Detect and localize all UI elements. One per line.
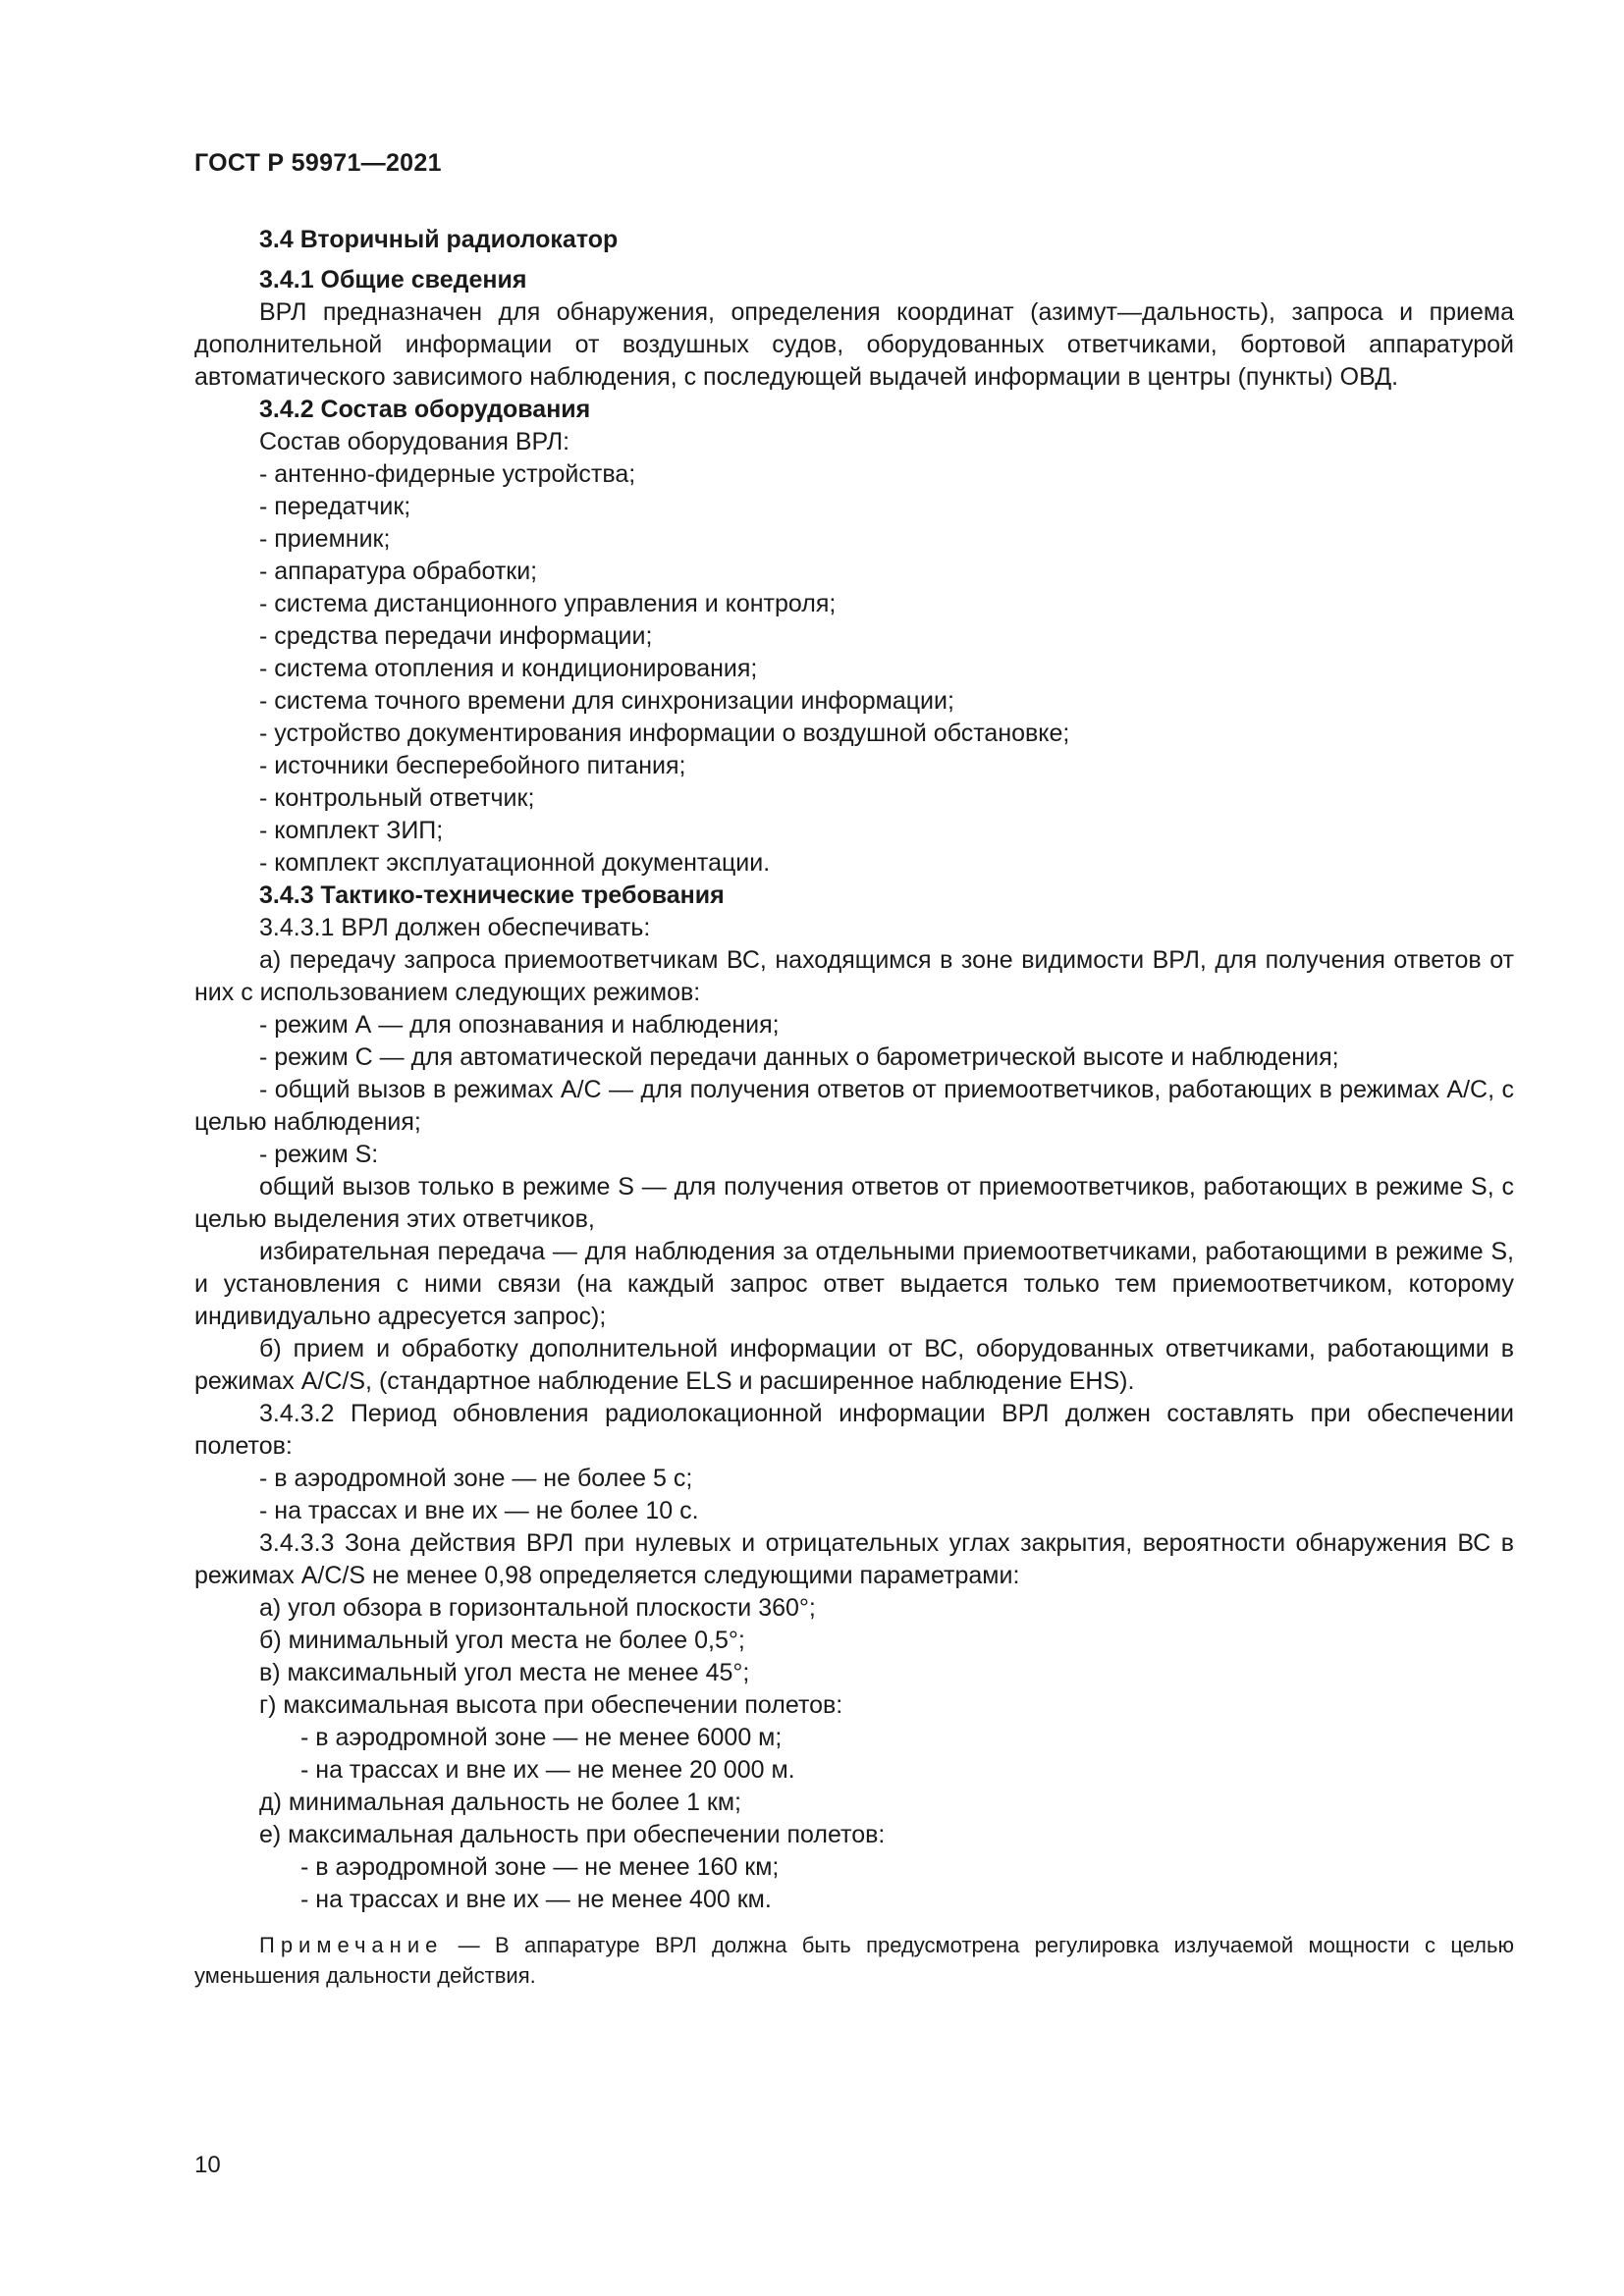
section-3-4-1-title: 3.4.1 Общие сведения (259, 266, 527, 294)
coverage-subitem: - на трассах и вне их — не менее 400 км. (300, 1886, 772, 1913)
clause-3-4-3-2: 3.4.3.2 Период обновления радиолокационной информации ВРЛ должен составлять при обеспечении полетов: (194, 1400, 1514, 1460)
equipment-item: - контрольный ответчик; (259, 784, 535, 812)
mode-ac-item: - общий вызов в режимах А/С — для получения ответов от приемоответчиков, работающих в режимах А/С, с целью наблюдения; (194, 1076, 1514, 1136)
mode-s-item: - режим S: (259, 1141, 379, 1168)
equipment-item: - передатчик; (259, 493, 411, 520)
equipment-item: - источники бесперебойного питания; (259, 752, 686, 779)
clause-3-4-3-1-b: б) прием и обработку дополнительной информации от ВС, оборудованных ответчиками, работающими в режимах А/С/S, (стандартное наблюдение ELS и расширенное наблюдение EHS). (194, 1335, 1514, 1395)
section-3-4-1-text: ВРЛ предназначен для обнаружения, определения координат (азимут—дальность), запроса и приема дополнительной информации от воздушных судов, оборудованных ответчиками, бортовой аппаратурой автоматического зависимого наблюдения, с последующей выдачей информации в центры (пункты) ОВД. (194, 298, 1514, 391)
equipment-item: - система точного времени для синхронизации информации; (259, 687, 954, 715)
mode-a-item: - режим А — для опознавания и наблюдения; (259, 1011, 780, 1039)
update-period-item: - на трассах и вне их — не более 10 с. (259, 1497, 699, 1524)
equipment-item: - средства передачи информации; (259, 622, 653, 650)
mode-c-item: - режим С — для автоматической передачи данных о барометрической высоте и наблюдения; (259, 1043, 1339, 1071)
equipment-item: - устройство документирования информации о воздушной обстановке; (259, 720, 1070, 747)
equipment-item: - система дистанционного управления и контроля; (259, 590, 837, 617)
clause-3-4-3-1-a: а) передачу запроса приемоответчикам ВС, находящимся в зоне видимости ВРЛ, для получения ответов от них с использованием следующих режимов: (194, 946, 1514, 1006)
equipment-intro: Состав оборудования ВРЛ: (259, 428, 570, 455)
equipment-item: - антенно-фидерные устройства; (259, 460, 636, 488)
section-3-4-title: 3.4 Вторичный радиолокатор (259, 226, 619, 253)
clause-3-4-3-1-intro: 3.4.3.1 ВРЛ должен обеспечивать: (259, 914, 651, 941)
clause-3-4-3-3: 3.4.3.3 Зона действия ВРЛ при нулевых и отрицательных углах закрытия, вероятности обнаружения ВС в режимах А/С/S не менее 0,98 определяется следующими параметрами: (194, 1529, 1514, 1589)
mode-s-selective: избирательная передача — для наблюдения за отдельными приемоответчиками, работающими в режиме S, и установления с ними связи (на каждый запрос ответ выдается только тем приемоответчиком, которому индивидуально адресуется запрос); (194, 1238, 1514, 1330)
note-label: Примечание (259, 1933, 444, 1957)
coverage-item-g: г) максимальная высота при обеспечении полетов: (259, 1691, 843, 1719)
equipment-item: - приемник; (259, 525, 391, 553)
equipment-item: - аппаратура обработки; (259, 558, 538, 585)
document-body (194, 224, 1514, 1991)
mode-s-all-call: общий вызов только в режиме S — для получения ответов от приемоответчиков, работающих в режиме S, с целью выделения этих ответчиков, (194, 1173, 1514, 1233)
equipment-item: - комплект эксплуатационной документации. (259, 849, 771, 877)
equipment-item: - комплект ЗИП; (259, 817, 444, 844)
update-period-item: - в аэродромной зоне — не более 5 с; (259, 1465, 693, 1492)
coverage-item-d: д) минимальная дальность не более 1 км; (259, 1789, 742, 1816)
coverage-subitem: - на трассах и вне их — не менее 20 000 м. (300, 1756, 795, 1784)
section-3-4-2-title: 3.4.2 Состав оборудования (259, 396, 591, 423)
coverage-subitem: - в аэродромной зоне — не менее 160 км; (300, 1853, 780, 1881)
equipment-list (194, 458, 1514, 880)
page-number: 10 (194, 2152, 221, 2178)
coverage-subitem: - в аэродромной зоне — не менее 6000 м; (300, 1724, 783, 1751)
coverage-item-b: б) минимальный угол места не более 0,5°; (259, 1627, 745, 1654)
standard-header: ГОСТ Р 59971—2021 (194, 149, 442, 177)
note (194, 1930, 1514, 1991)
coverage-item-a: а) угол обзора в горизонтальной плоскости 360°; (259, 1594, 816, 1622)
coverage-item-e: е) максимальная дальность при обеспечении полетов: (259, 1821, 886, 1848)
equipment-item: - система отопления и кондиционирования; (259, 655, 758, 682)
coverage-item-v: в) максимальный угол места не менее 45°; (259, 1659, 750, 1686)
note-text: — В аппаратуре ВРЛ должна быть предусмотрена регулировка излучаемой мощности с целью уменьшения дальности действия. (194, 1933, 1514, 1988)
section-3-4-3-title: 3.4.3 Тактико-технические требования (259, 881, 725, 909)
